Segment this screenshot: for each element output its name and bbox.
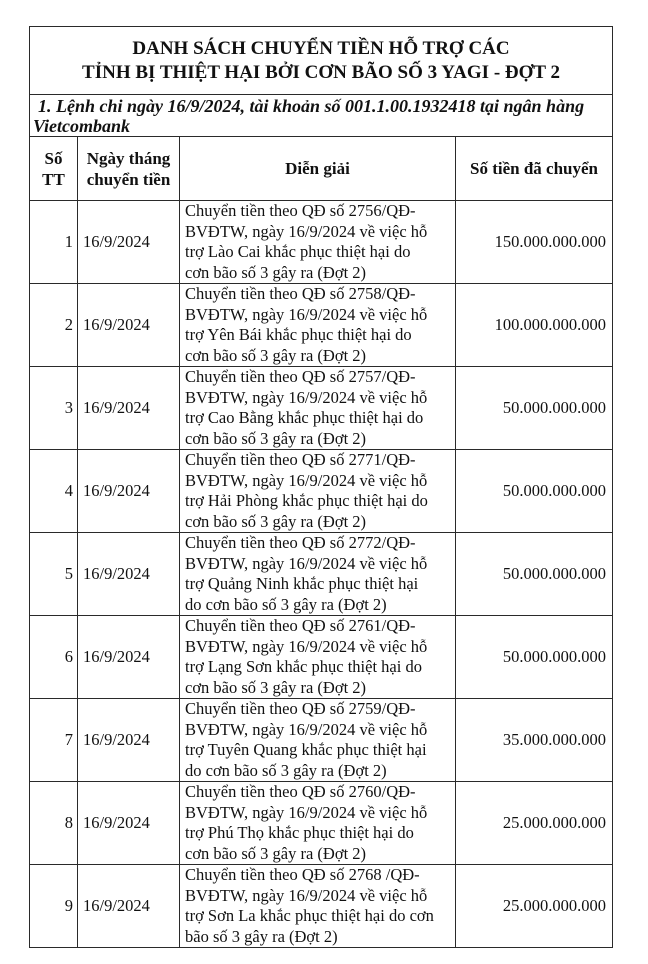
description-line: Chuyển tiền theo QĐ số 2768 /QĐ- [185,865,420,884]
row-amount: 50.000.000.000 [456,616,613,699]
title-line-2: TỈNH BỊ THIỆT HẠI BỞI CƠN BÃO SỐ 3 YAGI - ĐỢT 2 [82,61,560,83]
header-description: Diễn giải [180,137,456,201]
row-stt: 3 [30,367,78,450]
section-line-2: Vietcombank [33,116,131,136]
row-stt: 9 [30,865,78,948]
header-stt-line-2: TT [42,169,65,189]
description-line: bão số 3 gây ra (Đợt 2) [185,926,338,946]
description-line: trợ Lào Cai khắc phục thiệt hại do [185,242,411,261]
description-line: BVĐTW, ngày 16/9/2024 về việc hỗ [185,719,428,739]
description-line: BVĐTW, ngày 16/9/2024 về việc hỗ [185,553,428,573]
row-date: 16/9/2024 [78,367,180,450]
description-line: Chuyển tiền theo QĐ số 2757/QĐ- [185,367,416,386]
table-body [30,201,613,948]
description-line: BVĐTW, ngày 16/9/2024 về việc hỗ [185,636,428,656]
description-line: BVĐTW, ngày 16/9/2024 về việc hỗ [185,802,428,822]
row-description [180,782,456,865]
row-stt: 2 [30,284,78,367]
table-row [30,533,613,616]
description-line: BVĐTW, ngày 16/9/2024 về việc hỗ [185,221,428,241]
header-date-line-2: chuyển tiền [86,169,171,189]
description-line: cơn bão số 3 gây ra (Đợt 2) [185,843,367,863]
table-row [30,865,613,948]
row-stt: 4 [30,450,78,533]
table-row [30,782,613,865]
row-stt: 5 [30,533,78,616]
description-line: Chuyển tiền theo QĐ số 2771/QĐ- [185,450,416,469]
table-row [30,284,613,367]
description-line: Chuyển tiền theo QĐ số 2772/QĐ- [185,533,416,552]
row-stt: 7 [30,699,78,782]
transfer-table [29,26,613,948]
table-row [30,367,613,450]
description-line: Chuyển tiền theo QĐ số 2758/QĐ- [185,284,416,303]
table-row [30,699,613,782]
description-line: cơn bão số 3 gây ra (Đợt 2) [185,428,367,448]
description-line: cơn bão số 3 gây ra (Đợt 2) [185,511,367,531]
row-description [180,450,456,533]
description-line: trợ Hải Phòng khắc phục thiệt hại do [185,491,428,510]
table-row [30,450,613,533]
description-line: Chuyển tiền theo QĐ số 2759/QĐ- [185,699,416,718]
description-line: trợ Quảng Ninh khắc phục thiệt hại [185,574,419,593]
table-row [30,201,613,284]
row-date: 16/9/2024 [78,616,180,699]
description-line: do cơn bão số 3 gây ra (Đợt 2) [185,594,387,614]
row-amount: 50.000.000.000 [456,367,613,450]
description-line: do cơn bão số 3 gây ra (Đợt 2) [185,760,387,780]
row-description [180,865,456,948]
row-date: 16/9/2024 [78,450,180,533]
row-amount: 100.000.000.000 [456,284,613,367]
row-stt: 6 [30,616,78,699]
description-line: cơn bão số 3 gây ra (Đợt 2) [185,345,367,365]
section-row [30,95,613,137]
row-stt: 8 [30,782,78,865]
title-row [30,27,613,95]
transfer-list-document [29,26,612,948]
description-line: cơn bão số 3 gây ra (Đợt 2) [185,677,367,697]
description-line: trợ Lạng Sơn khắc phục thiệt hại do [185,657,422,676]
table-row [30,616,613,699]
title-line-1: DANH SÁCH CHUYỂN TIỀN HỖ TRỢ CÁC [132,37,510,59]
row-date: 16/9/2024 [78,782,180,865]
header-date-line-1: Ngày tháng [86,148,171,168]
row-stt: 1 [30,201,78,284]
row-amount: 50.000.000.000 [456,533,613,616]
row-description [180,533,456,616]
table-header-row [30,137,613,201]
section-line-1: 1. Lệnh chi ngày 16/9/2024, tài khoản số 001.1.00.1932418 tại ngân hàng [38,96,585,116]
row-amount: 25.000.000.000 [456,865,613,948]
header-date [78,137,180,201]
description-line: trợ Tuyên Quang khắc phục thiệt hại [185,740,427,759]
row-description [180,616,456,699]
row-date: 16/9/2024 [78,201,180,284]
description-line: trợ Cao Bằng khắc phục thiệt hại do [185,408,424,427]
description-line: BVĐTW, ngày 16/9/2024 về việc hỗ [185,304,428,324]
section-heading [30,95,613,137]
description-line: Chuyển tiền theo QĐ số 2756/QĐ- [185,201,416,220]
row-date: 16/9/2024 [78,865,180,948]
description-line: trợ Yên Bái khắc phục thiệt hại do [185,325,412,344]
description-line: Chuyển tiền theo QĐ số 2760/QĐ- [185,782,416,801]
description-line: trợ Phú Thọ khắc phục thiệt hại do [185,823,414,842]
description-line: BVĐTW, ngày 16/9/2024 về việc hỗ [185,470,428,490]
description-line: BVĐTW, ngày 16/9/2024 về việc hỗ [185,387,428,407]
header-stt-line-1: Số [44,148,63,168]
row-description [180,284,456,367]
header-amount: Số tiền đã chuyển [456,137,613,201]
row-amount: 35.000.000.000 [456,699,613,782]
description-line: Chuyển tiền theo QĐ số 2761/QĐ- [185,616,416,635]
row-description [180,699,456,782]
header-stt [30,137,78,201]
row-date: 16/9/2024 [78,533,180,616]
row-date: 16/9/2024 [78,284,180,367]
row-date: 16/9/2024 [78,699,180,782]
row-amount: 25.000.000.000 [456,782,613,865]
row-description [180,201,456,284]
description-line: trợ Sơn La khắc phục thiệt hại do cơn [185,906,434,925]
row-description [180,367,456,450]
description-line: BVĐTW, ngày 16/9/2024 về việc hỗ [185,885,428,905]
row-amount: 50.000.000.000 [456,450,613,533]
description-line: cơn bão số 3 gây ra (Đợt 2) [185,262,367,282]
row-amount: 150.000.000.000 [456,201,613,284]
document-title [30,27,613,95]
